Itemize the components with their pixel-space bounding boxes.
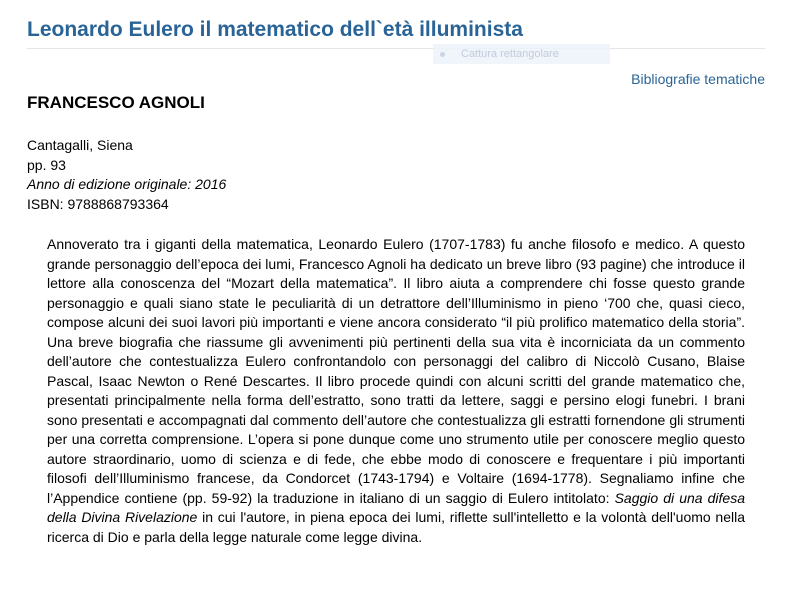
book-pages: pp. 93: [27, 156, 66, 173]
capture-tooltip: [433, 44, 610, 64]
description-text-part1: Annoverato tra i giganti della matematica, Leonardo Eulero (1707-1783) fu anche filosofo e medico. A questo grande personaggio dell’epoca dei lumi, Francesco Agnoli ha dedicato un breve libro (93 pagine) che introduce il lettore alla conoscenza del “Mozart della matematica”. Il libro aiuta a comprendere chi fosse questo grande personaggio e quali siano state le peculiarità di un detrattore dell’Illuminismo in pieno ‘700 che, quasi cieco, compose alcuni dei suoi lavori più importanti e viene ancora considerato “il più prolifico matematico della storia”. Una breve biografia che riassume gli avvenimenti più pertinenti della sua vita è incorniciata da un commento dell’autore che contestualizza Eulero confrontandolo con personaggi del calibro di Niccolò Cusano, Blaise Pascal, Isaac Newton o René Descartes. Il libro procede quindi con alcuni scritti del grande matematico che, presentati principalmente nella forma dell’estratto, sono tratti da lettere, saggi e persino elogi funebri. I brani sono presentati e accompagnati dal commento dell’autore che contestualizza gli estratti fornendone gli strumenti per una corretta comprensione. L’opera si pone dunque come uno strumento utile per conoscere meglio questo autore straordinario, uomo di scienza e di fede, che ebbe modo di conoscere e frequentare i più importanti filosofi dell’Illuminismo francese, da Condorcet (1743-1794) e Voltaire (1694-1778). Segnaliamo infine che l’Appendice contiene (pp. 59-92) la traduzione in italiano di un saggio di Eulero intitolato:: [47, 236, 745, 506]
title-divider: [27, 48, 765, 49]
description-text-part2: in cui l'autore, in piena epoca dei lumi, riflette sull'intelletto e la volontà dell'uomo nella ricerca di Dio e parla della legge naturale come legge divina.: [47, 509, 745, 545]
book-description: [47, 235, 745, 547]
page-title: Leonardo Eulero il matematico dell`età illuminista: [27, 18, 523, 41]
book-publisher: Cantagalli, Siena: [27, 137, 133, 153]
book-details: [27, 136, 226, 214]
bibliography-link[interactable]: Bibliografie tematiche: [631, 71, 765, 87]
book-author: FRANCESCO AGNOLI: [27, 93, 205, 112]
capture-tooltip-label: Cattura rettangolare: [461, 48, 559, 60]
book-original-edition: Anno di edizione originale: 2016: [27, 176, 227, 192]
book-isbn: ISBN: 9788868793364: [27, 195, 169, 212]
essay-title: Saggio di una difesa della Divina Rivelazione: [47, 489, 745, 525]
bullet-icon: [440, 52, 445, 57]
